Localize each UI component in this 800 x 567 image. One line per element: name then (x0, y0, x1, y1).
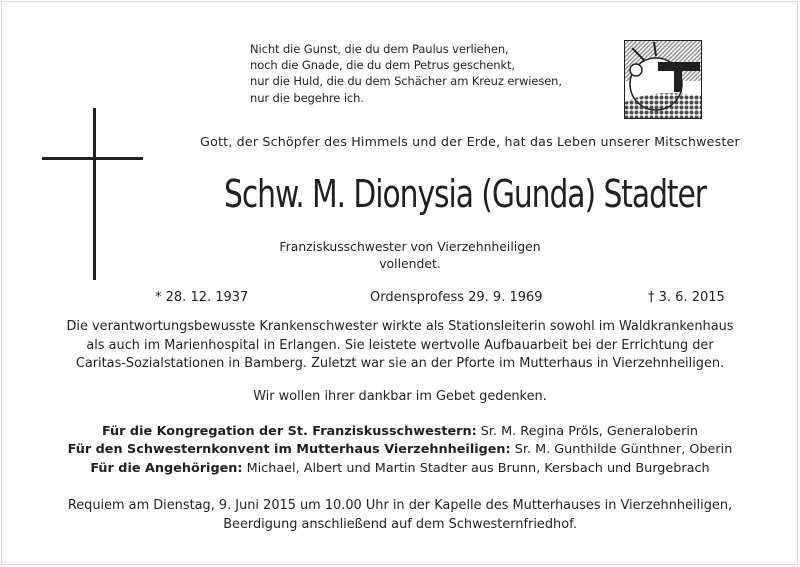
deceased-name: Schw. M. Dionysia (Gunda) Stadter (223, 172, 706, 216)
poem-quote (250, 41, 562, 106)
order-line: vollendet. (379, 256, 441, 271)
signatory-row (20, 441, 780, 459)
poem-line: noch die Gnade, die du dem Petrus geschenkt, (250, 58, 515, 73)
death-date: † 3. 6. 2015 (648, 290, 725, 305)
signatories (20, 423, 780, 478)
signatory-row (20, 423, 780, 441)
birth-date: * 28. 12. 1937 (155, 290, 249, 305)
requiem-info (20, 496, 780, 534)
order-line: Franziskusschwester von Vierzehnheiligen (279, 239, 541, 254)
bio-line: Caritas-Sozialstationen in Bamberg. Zuletzt war sie an der Pforte im Mutterhaus in Vierzehnheiligen. (75, 356, 725, 372)
order-affiliation (240, 238, 580, 272)
prayer-line: Wir wollen ihrer dankbar im Gebet gedenken. (253, 389, 547, 404)
poem-line: nur die Huld, die du dem Schächer am Kreuz erwiesen, (250, 74, 562, 89)
bio-line: als auch im Marienhospital in Erlangen. Sie leistete wertvolle Aufbauarbeit bei der Errichtung der (86, 337, 714, 353)
poem-line: nur die begehre ich. (250, 90, 364, 105)
franciscan-emblem-icon (624, 40, 702, 119)
signatory-label: Für den Schwesternkonvent im Mutterhaus Vierzehnheiligen: (67, 442, 511, 458)
cross-icon (93, 108, 96, 280)
signatory-label: Für die Kongregation der St. Franziskusschwestern: (101, 424, 477, 439)
poem-line: Nicht die Gunst, die du dem Paulus verliehen, (250, 42, 509, 56)
signatory-row (20, 460, 780, 478)
cross-icon-bar (42, 157, 143, 160)
signatory-names: Sr. M. Gunthilde Günthner, Oberin (510, 442, 733, 458)
intro-text: Gott, der Schöpfer des Himmels und der Erde, hat das Leben unserer Mitschwester (200, 134, 740, 149)
biography (20, 318, 780, 374)
bio-line: Die verantwortungsbewusste Krankenschwester wirkte als Stationsleiterin sowohl im Waldkrankenhaus (66, 319, 734, 334)
signatory-names: Sr. M. Regina Pröls, Generaloberin (476, 424, 699, 439)
profession-date: Ordensprofess 29. 9. 1969 (370, 290, 543, 305)
requiem-line: Requiem am Dienstag, 9. Juni 2015 um 10.00 Uhr in der Kapelle des Mutterhauses in Vierzehnheiligen, (67, 498, 733, 513)
signatory-names: Michael, Albert und Martin Stadter aus Brunn, Kersbach und Burgebrach (242, 460, 710, 476)
requiem-line: Beerdigung anschließend auf dem Schwesternfriedhof. (223, 517, 577, 532)
signatory-label: Für die Angehörigen: (90, 460, 243, 476)
